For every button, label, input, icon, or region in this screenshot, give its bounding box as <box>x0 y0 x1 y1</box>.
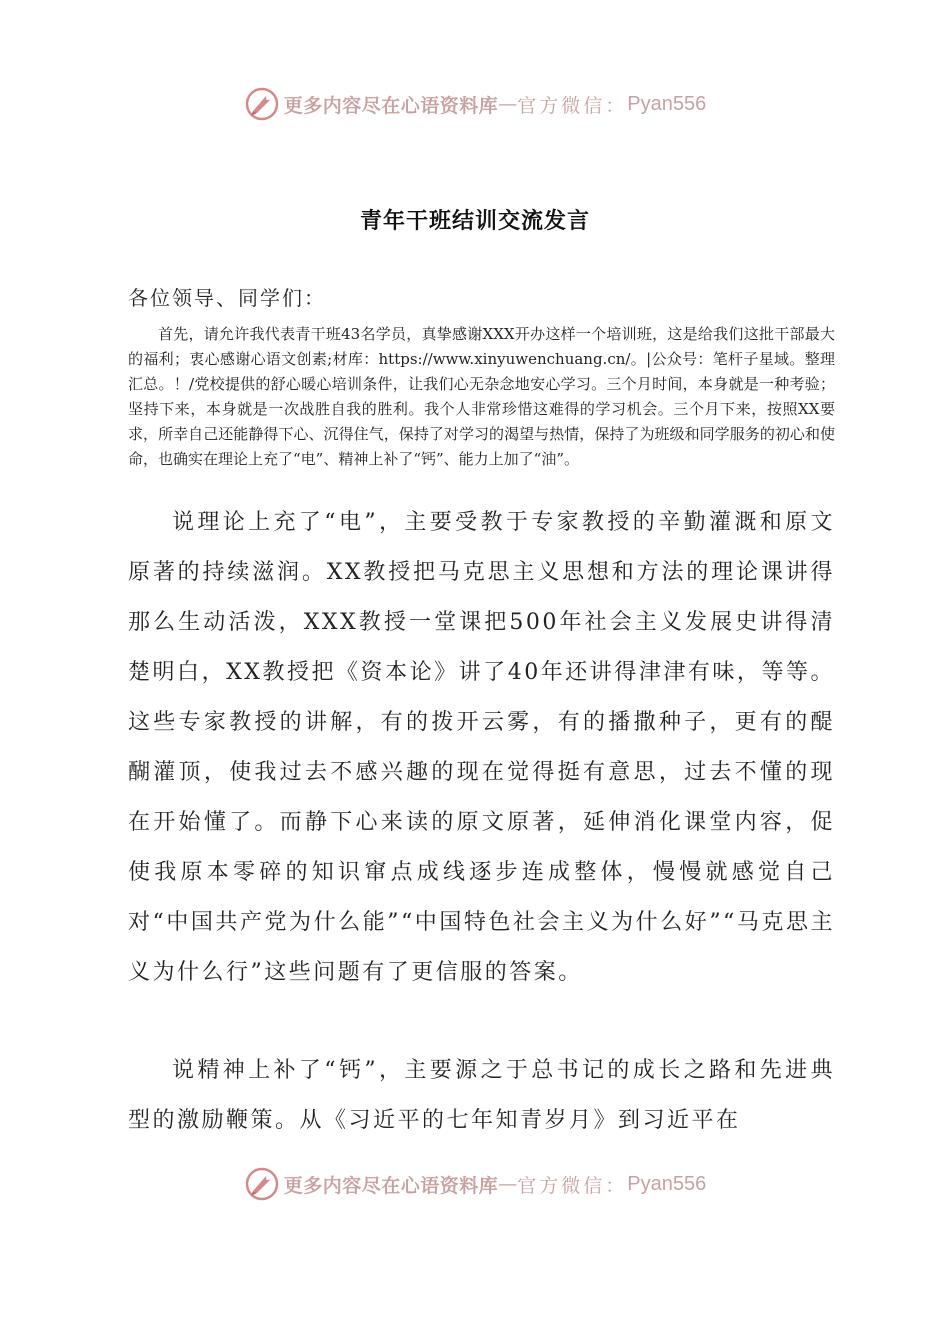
banner-dash: — <box>498 93 518 115</box>
footer-banner <box>0 1164 950 1204</box>
banner-wechat-id: Pyan556 <box>627 1172 707 1195</box>
banner-dash: — <box>498 1173 518 1195</box>
banner-wechat-id: Pyan556 <box>627 92 707 115</box>
banner-main-text: 更多内容尽在心语资料库 <box>283 94 499 117</box>
pen-logo-icon <box>244 1166 280 1202</box>
body-paragraph-2: 说精神上补了“钙”，主要源之于总书记的成长之路和先进典型的激励鞭策。从《习近平的七年知青岁月》到习近平在 <box>128 1058 835 1133</box>
document-title: 青年干班结训交流发言 <box>359 209 590 234</box>
intro-paragraph: 首先，请允许我代表青干班43名学员，真挚感谢XXX开办这样一个培训班，这是给我们这批干部最大的福利；衷心感谢心语文创素;材库：https://www.xinyuwenchuang.cn/。|公众号：笔杆子星域。整理汇总。！/党校提供的舒心暖心培训条件，让我们心无杂念地安心学习。三个月时间，本身就是一种考验；坚持下来，本身就是一次战胜自我的胜利。我个人非常珍惜这难得的学习机会。三个月下来，按照XX要求，所幸自己还能静得下心、沉得住气，保持了对学习的渴望与热情，保持了为班级和同学服务的初心和使命，也确实在理论上充了“电”、精神上补了“钙”、能力上加了“油”。 <box>128 325 835 468</box>
body-paragraph-1: 说理论上充了“电”，主要受教于专家教授的辛勤灌溉和原文原著的持续滋润。XX教授把马克思主义思想和方法的理论课讲得那么生动活泼，XXX教授一堂课把500年社会主义发展史讲得清楚明白，XX教授把《资本论》讲了40年还讲得津津有味，等等。这些专家教授的讲解，有的拨开云雾，有的播撒种子，更有的醍醐灌顶，使我过去不感兴趣的现在觉得挺有意思，过去不懂的现在开始懂了。而静下心来读的原文原著，延伸消化课堂内容，促使我原本零碎的知识窜点成线逐步连成整体，慢慢就感觉自己对“中国共产党为什么能”“中国特色社会主义为什么好”“马克思主义为什么行”这些问题有了更信服的答案。 <box>128 510 835 985</box>
salutation: 各位领导、同学们： <box>128 286 326 310</box>
header-banner <box>0 84 950 124</box>
banner-main-text: 更多内容尽在心语资料库 <box>283 1174 499 1197</box>
banner-wechat-label: 官方微信： <box>517 94 628 117</box>
banner-wechat-label: 官方微信： <box>517 1174 628 1197</box>
pen-logo-icon <box>244 86 280 122</box>
